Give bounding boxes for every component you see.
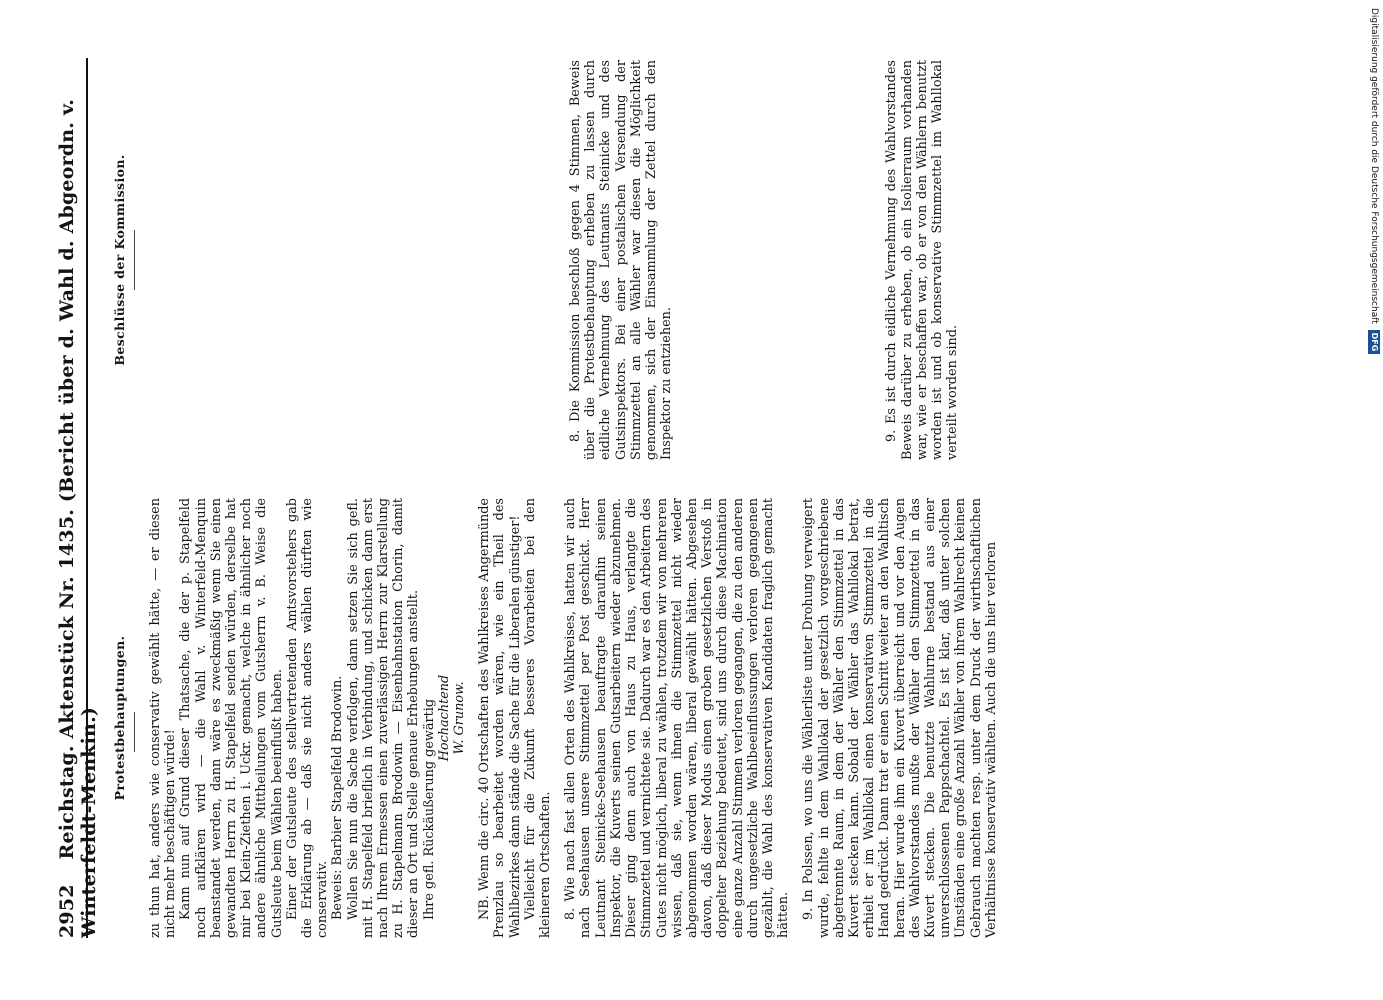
page-header — [56, 58, 100, 938]
left-column-heading: Protestbehauptungen. — [112, 635, 127, 801]
page-title: Reichstag. Aktenstück Nr. 1435. (Bericht über d. Wahl d. Abgeordn. v. Winterfeldt-Menkin.) — [56, 98, 100, 938]
page-number: 2952 — [56, 884, 78, 938]
decision-9: 9. Es ist durch eidliche Vernehmung des Wahlvorstandes Beweis darüber zu erheben, ob ein Isolierraum vorhanden war, wie er beschaffen war, ob er von den Wählern benutzt worden ist und ob konservative Stimmzettel im Wahllokal verteilt worden sind. — [884, 60, 961, 460]
digitization-credit — [1368, 8, 1380, 400]
right-heading-rule — [134, 230, 135, 290]
paragraph: Einer der Gutsleute des stellvertretenden Amtsvorstehers gab die Erklärung ab — daß sie nicht anders wählen dürften wie conservativ. — [284, 498, 331, 938]
left-column — [148, 498, 999, 938]
header-rule — [86, 58, 88, 938]
closing: Hochachtend — [436, 674, 452, 762]
paragraph: zu thun hat, anders wie conservativ gewählt hätte, — er diesen nicht mehr beschäftigen würde! — [148, 498, 179, 938]
note: NB. Wenn die circ. 40 Ortschaften des Wahlkreises Angermünde Prenzlau so bearbeitet worden wären, wie ein Theil des Wahlbezirkes dann stände die Sache für die Liberalen günstiger! — [477, 498, 523, 938]
paragraph: Kann nun auf Grund dieser Thatsache, die der p. Stapelfeld noch aufklären wird — die Wahl v. Winterfeld-Menquin beanstandet werden, dann wäre es zweckmäßig wenn Sie einen gewandten Herrn zu H. Stapelfeld senden würden, derselbe hat mir bei Klein-Ziethen i. Uckr. gemacht, welche in ähnlicher noch andere ähnliche Mittheilungen vom Gutsherrn v. B. Weise die Gutsleute beim Wählen beeinflußt haben. — [178, 498, 285, 938]
protest-9: 9. In Polssen, wo uns die Wählerliste unter Drohung verweigert wurde, fehlte in dem Wahllokal der gesetzlich vorgeschriebene abgetrennte Raum, in dem der Wähler den Stimmzettel in das Kuvert stecken kann. Sobald der Wähler das Wahllokal betrat, erhielt er im Wahllokal einen konservativen Stimmzettel in die Hand gedrückt. Dann trat er einen Schritt weiter an den Wahltisch heran. Hier wurde ihm ein Kuvert überreicht und vor den Augen des Wahlvorstandes mußte der Wähler den Stimmzettel in das Kuvert stecken. Die benutzte Wahlurne bestand aus einer unverschlossenen Pappschachtel. Es ist klar, daß unter solchen Umständen eine große Anzahl Wähler von ihrem Wahlrecht keinen Gebrauch machten resp. unter dem Druck der wirthschaftlichen Verhältnisse konservativ wählten. Auch die uns hier verloren — [801, 498, 999, 938]
left-heading-rule — [134, 712, 135, 752]
note: Vielleicht für die Zukunft besseres Vorarbeiten bei den kleineren Ortschaften. — [522, 498, 554, 938]
paragraph: Ihre gefl. Rückäußerung gewärtig — [421, 698, 437, 920]
paragraph: Beweis: Barbier Stapelfeld Brodowin. — [330, 675, 346, 920]
paragraph: Wollen Sie nun die Sache verfolgen, dann setzen Sie sich gefl. mit H. Stapelfeld brieflich in Verbindung, und schicken dann erst nach Ihrem Ermessen einen zuverlässigen Herrn zur Klarstellung zu H. Stapelmann Brodowin — Eisenbahnstation Chorin, damit dieser an Ort und Stelle genaue Erhebungen anstellt. — [345, 498, 422, 938]
credit-text: Digitalisierung gefördert durch die Deutsche Forschungsgemeinschaft — [1369, 8, 1379, 324]
decision-8: 8. Die Kommission beschloß gegen 4 Stimmen, Beweis über die Protestbehauptung erheben zu lassen durch eidliche Vernehmung des Leutnants Steinicke und des Gutsinspektors. Bei einer postalischen Versendung der Stimmzettel an alle Wähler war diesen die Möglichkeit genommen, sich der Einsammlung der Zettel durch den Inspektor zu entziehen. — [568, 60, 675, 460]
right-column — [148, 60, 960, 460]
protest-8: 8. Wie nach fast allen Orten des Wahlkreises, hatten wir auch nach Seehausen unsere Stimmzettel per Post geschickt. Herr Leutnant Steinicke-Seehausen beauftragte daraufhin seinen Inspektor, die Kuverts seinen Gutsarbeitern wieder abzunehmen. Dieser ging denn auch von Haus zu Haus, verlangte die Stimmzettel und vernichtete sie. Dadurch war es den Arbeitern des Gutes nicht möglich, liberal zu wählen, trotzdem wir von mehreren wissen, daß sie, wenn ihnen die Stimmzettel nicht wieder abgenommen worden wären, liberal gewählt hätten. Abgesehen davon, daß dieser Modus einen groben gesetzlichen Verstoß in doppelter Beziehung bedeutet, sind uns durch diese Machination eine ganze Anzahl Stimmen verloren gegangen, die zu den anderen durch ungesetzliche Wahlbeeinflussungen verloren gegangenen gezählt, die Wahl des konservativen Kandidaten fraglich gemacht hätten. — [563, 498, 792, 938]
right-column-heading: Beschlüsse der Kommission. — [112, 154, 127, 366]
dfg-logo: DFG — [1368, 330, 1380, 355]
signature: W. Grunow. — [452, 681, 468, 755]
